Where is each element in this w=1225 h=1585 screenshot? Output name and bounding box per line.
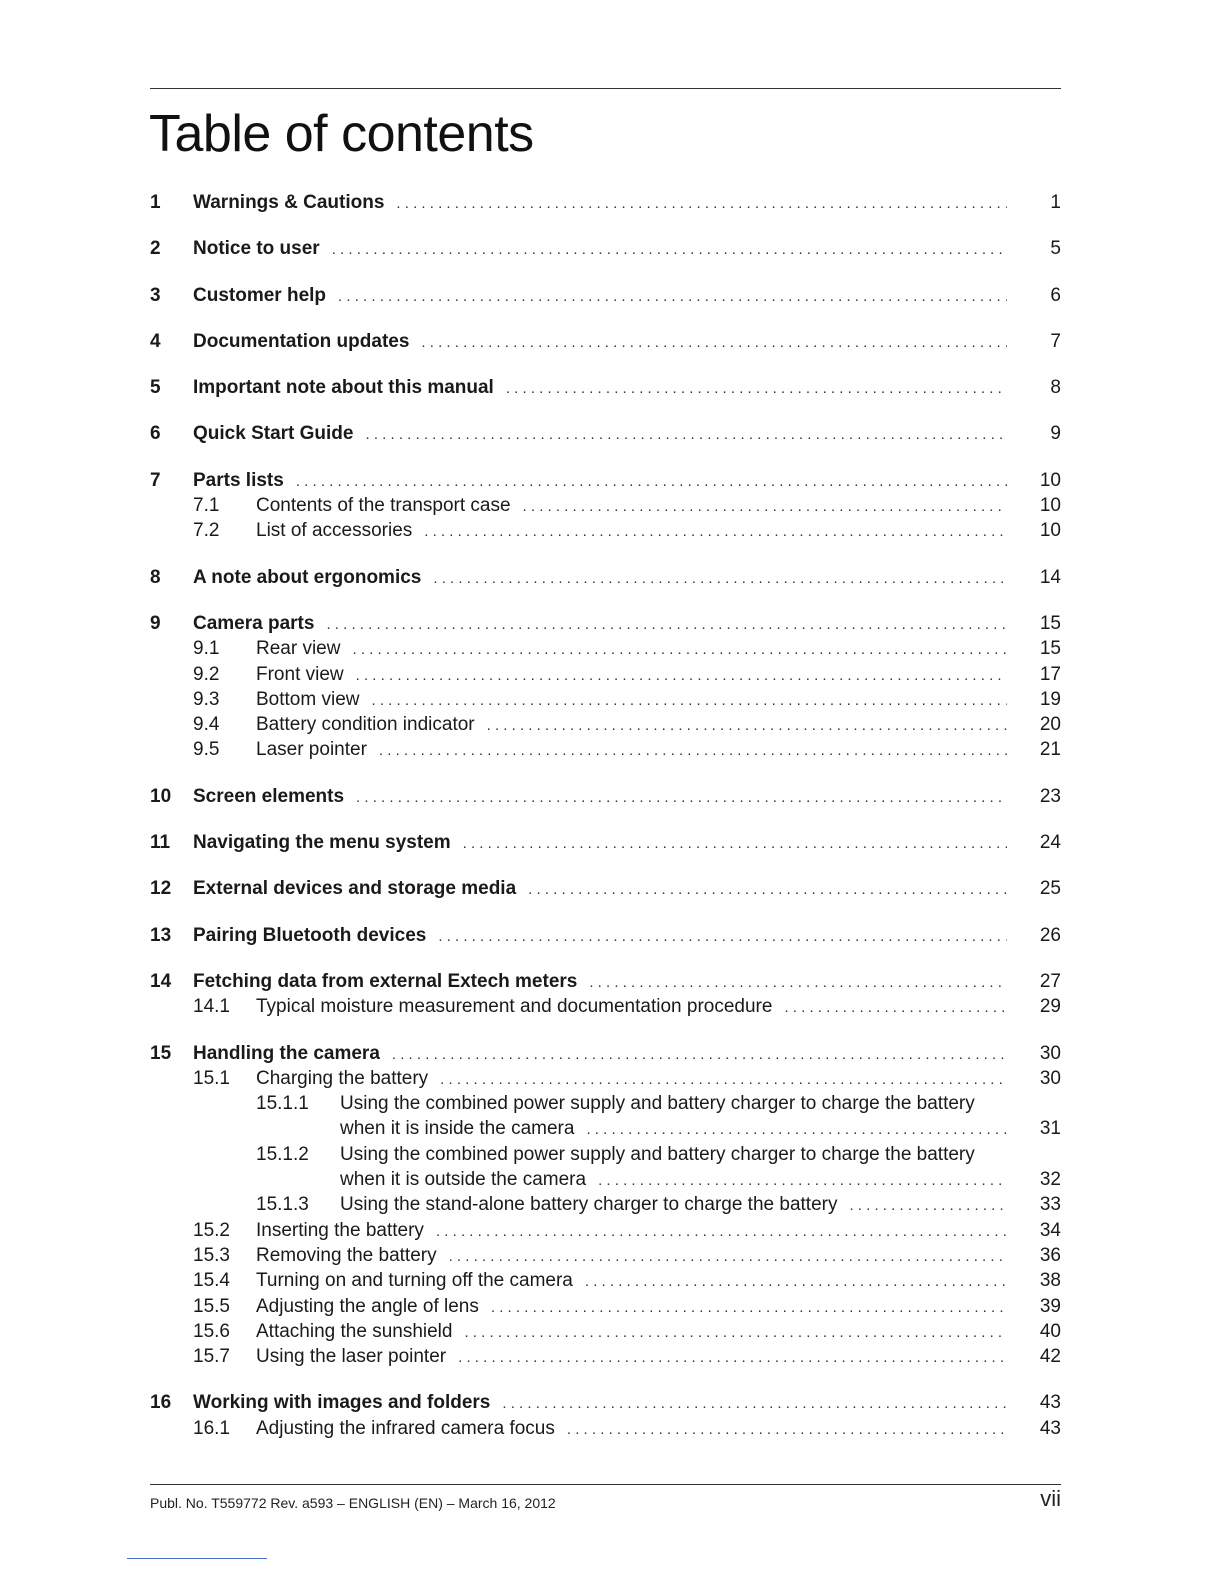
toc-entry-title: Adjusting the angle of lens xyxy=(256,1295,479,1317)
dot-leader xyxy=(390,190,1007,215)
toc-entry-page: 6 xyxy=(1050,284,1061,306)
toc-entry-title: when it is inside the camera xyxy=(340,1118,575,1140)
toc-entry[interactable] xyxy=(150,1319,1061,1344)
toc-entry-title: Navigating the menu system xyxy=(193,832,451,854)
toc-entry-page: 42 xyxy=(1039,1346,1061,1368)
dot-leader xyxy=(365,687,1007,712)
toc-entry[interactable] xyxy=(150,994,1061,1019)
dot-leader xyxy=(500,375,1007,400)
page-title: Table of contents xyxy=(149,105,534,163)
toc-entry-page: 10 xyxy=(1039,495,1061,517)
toc-entry[interactable] xyxy=(150,784,1061,809)
dot-leader xyxy=(386,1041,1007,1066)
toc-entry-title: Warnings & Cautions xyxy=(193,192,385,213)
toc-entry[interactable] xyxy=(150,1192,1061,1217)
link-underline xyxy=(127,1558,267,1559)
toc-entry-number: 4 xyxy=(150,330,161,352)
toc-entry-title: Using the combined power supply and battery charger to charge the battery xyxy=(340,1143,975,1165)
toc-entry-title: Front view xyxy=(256,663,344,685)
dot-leader xyxy=(350,662,1007,687)
toc-entry-page: 24 xyxy=(1039,832,1061,854)
toc-entry-title: Handling the camera xyxy=(193,1042,380,1064)
toc-entry-number: 16.1 xyxy=(193,1417,230,1439)
toc-entry-page: 32 xyxy=(1039,1169,1061,1191)
dot-leader xyxy=(452,1344,1007,1369)
toc-entry-page: 29 xyxy=(1039,996,1061,1018)
toc-entry-page: 33 xyxy=(1039,1194,1061,1216)
toc-entry-number: 7.2 xyxy=(193,520,220,542)
toc-entry-number: 15.2 xyxy=(193,1219,230,1241)
toc-entry-number: 9.2 xyxy=(193,663,220,685)
toc-entry-number: 6 xyxy=(150,423,161,445)
toc-entry-title: Working with images and folders xyxy=(193,1392,491,1414)
toc-entry-title: Using the laser pointer xyxy=(256,1346,447,1368)
toc-entry-title: Important note about this manual xyxy=(193,377,494,399)
toc-entry-page: 34 xyxy=(1039,1219,1061,1241)
toc-entry-number: 16 xyxy=(150,1392,172,1414)
toc-entry-number: 9.1 xyxy=(193,638,220,660)
toc-entry[interactable] xyxy=(150,1390,1061,1415)
toc-entry[interactable] xyxy=(150,190,1061,215)
toc-entry[interactable] xyxy=(150,283,1061,308)
toc-entry-page: 26 xyxy=(1039,924,1061,946)
toc-entry-number: 15.1 xyxy=(193,1067,230,1089)
dot-leader xyxy=(350,784,1007,809)
dot-leader xyxy=(430,1218,1007,1243)
toc-entry-page: 19 xyxy=(1039,688,1061,710)
toc-entry-title: Notice to user xyxy=(193,238,320,260)
toc-entry-title: Rear view xyxy=(256,638,341,660)
toc-entry-page: 38 xyxy=(1039,1270,1061,1292)
toc-entry[interactable] xyxy=(150,636,1061,661)
dot-leader xyxy=(843,1192,1007,1217)
toc-entry-page: 20 xyxy=(1039,714,1061,736)
dot-leader xyxy=(561,1416,1007,1441)
toc-entry-title: Camera parts xyxy=(193,612,315,634)
toc-entry-number: 8 xyxy=(150,566,161,588)
toc-entry-page: 17 xyxy=(1039,663,1061,685)
toc-entry-title: Using the stand-alone battery charger to charge the battery xyxy=(340,1194,838,1216)
toc-entry-title: Turning on and turning off the camera xyxy=(256,1270,573,1292)
toc-entry-page: 43 xyxy=(1039,1417,1061,1439)
toc-entry-page: 8 xyxy=(1050,377,1061,399)
toc-entry[interactable] xyxy=(150,565,1061,590)
toc-entry-number: 15.7 xyxy=(193,1346,230,1368)
dot-leader xyxy=(583,969,1007,994)
dot-leader xyxy=(326,236,1007,261)
toc-entry-title: Removing the battery xyxy=(256,1244,437,1266)
toc-entry-number: 9.5 xyxy=(193,739,220,761)
dot-leader xyxy=(434,1066,1007,1091)
toc-entry-title: Adjusting the infrared camera focus xyxy=(256,1417,555,1439)
toc-entry-title: Charging the battery xyxy=(256,1067,429,1089)
toc-entry-page: 7 xyxy=(1050,330,1061,352)
dot-leader xyxy=(346,636,1007,661)
toc-entry-page: 23 xyxy=(1039,785,1061,807)
toc-entry-number: 7.1 xyxy=(193,495,220,517)
toc-entry-page: 14 xyxy=(1039,566,1061,588)
toc-entry-number: 12 xyxy=(150,878,172,900)
toc-entry[interactable] xyxy=(150,421,1061,446)
toc-entry-title: Parts lists xyxy=(193,469,284,491)
toc-entry-number: 9.3 xyxy=(193,688,220,710)
toc-entry[interactable] xyxy=(150,236,1061,261)
toc-entry-page: 30 xyxy=(1039,1067,1061,1089)
toc-entry-title: Pairing Bluetooth devices xyxy=(193,924,427,946)
toc-entry-page: 1 xyxy=(1050,192,1061,213)
toc-entry-page: 15 xyxy=(1039,612,1061,634)
toc-entry[interactable] xyxy=(150,1142,1061,1167)
toc-entry[interactable] xyxy=(150,1066,1061,1091)
toc-entry-number: 15 xyxy=(150,1042,172,1064)
toc-entry[interactable] xyxy=(150,876,1061,901)
toc-entry[interactable] xyxy=(150,1167,1061,1192)
toc-entry-title: Contents of the transport case xyxy=(256,495,511,517)
toc-entry[interactable] xyxy=(150,1041,1061,1066)
dot-leader xyxy=(443,1243,1007,1268)
toc-entry[interactable] xyxy=(150,662,1061,687)
toc-entry-number: 9.4 xyxy=(193,714,220,736)
toc-entry[interactable] xyxy=(150,493,1061,518)
toc-entry-page: 21 xyxy=(1039,739,1061,761)
toc-entry[interactable] xyxy=(150,830,1061,855)
toc-entry-title: when it is outside the camera xyxy=(340,1169,587,1191)
dot-leader xyxy=(320,611,1007,636)
toc-entry-page: 30 xyxy=(1039,1042,1061,1064)
toc-entry-number: 15.4 xyxy=(193,1270,230,1292)
toc-entry[interactable] xyxy=(150,1268,1061,1293)
toc-entry-title: Fetching data from external Extech meters xyxy=(193,970,578,992)
toc-entry-number: 14.1 xyxy=(193,996,230,1018)
dot-leader xyxy=(579,1268,1007,1293)
toc-entry-number: 10 xyxy=(150,785,172,807)
toc-entry[interactable] xyxy=(150,1116,1061,1141)
toc-entry[interactable] xyxy=(150,1344,1061,1369)
top-rule xyxy=(150,88,1061,89)
toc-entry[interactable] xyxy=(150,611,1061,636)
dot-leader xyxy=(592,1167,1007,1192)
toc-entry-title: Using the combined power supply and battery charger to charge the battery xyxy=(340,1093,975,1115)
toc-entry-page: 39 xyxy=(1039,1295,1061,1317)
toc-entry-number: 14 xyxy=(150,970,172,992)
toc-entry-page: 10 xyxy=(1039,469,1061,491)
dot-leader xyxy=(373,737,1007,762)
toc-entry-number: 15.1.1 xyxy=(256,1093,309,1115)
toc-entry[interactable] xyxy=(150,468,1061,493)
page-number: vii xyxy=(1040,1486,1061,1511)
toc-entry[interactable] xyxy=(150,923,1061,948)
toc-entry-number: 13 xyxy=(150,924,172,946)
toc-entry-page: 40 xyxy=(1039,1320,1061,1342)
toc-entry-number: 15.5 xyxy=(193,1295,230,1317)
toc-entry[interactable] xyxy=(150,712,1061,737)
dot-leader xyxy=(457,830,1007,855)
toc-entry[interactable] xyxy=(150,1416,1061,1441)
toc-entry-title: Typical moisture measurement and documentation procedure xyxy=(256,996,773,1018)
toc-entry-title: Attaching the sunshield xyxy=(256,1320,453,1342)
toc-entry-number: 9 xyxy=(150,612,161,634)
toc-entry-page: 5 xyxy=(1050,238,1061,260)
toc-entry-number: 7 xyxy=(150,469,161,491)
toc-entry[interactable] xyxy=(150,687,1061,712)
publication-info: Publ. No. T559772 Rev. a593 – ENGLISH (EN) – March 16, 2012 xyxy=(150,1495,556,1511)
dot-leader xyxy=(359,421,1007,446)
toc-entry-page: 10 xyxy=(1039,520,1061,542)
toc-entry-title: List of accessories xyxy=(256,520,413,542)
table-of-contents xyxy=(150,190,1061,1441)
dot-leader xyxy=(580,1116,1007,1141)
dot-leader xyxy=(432,923,1007,948)
dot-leader xyxy=(481,712,1007,737)
toc-entry-number: 11 xyxy=(150,832,171,854)
toc-entry-number: 3 xyxy=(150,284,161,306)
dot-leader xyxy=(522,876,1007,901)
toc-entry-number: 2 xyxy=(150,238,161,260)
toc-entry-number: 5 xyxy=(150,377,161,399)
toc-entry-number: 15.1.2 xyxy=(256,1143,309,1165)
toc-entry-title: External devices and storage media xyxy=(193,878,517,900)
dot-leader xyxy=(415,329,1007,354)
toc-entry-title: Inserting the battery xyxy=(256,1219,424,1241)
toc-entry[interactable] xyxy=(150,1243,1061,1268)
toc-entry[interactable] xyxy=(150,1294,1061,1319)
toc-entry-number: 15.1.3 xyxy=(256,1194,309,1216)
toc-entry[interactable] xyxy=(150,329,1061,354)
toc-entry[interactable] xyxy=(150,1218,1061,1243)
toc-entry-title: Documentation updates xyxy=(193,330,410,352)
toc-entry-title: A note about ergonomics xyxy=(193,566,422,588)
dot-leader xyxy=(496,1390,1007,1415)
toc-entry-page: 31 xyxy=(1039,1118,1061,1140)
dot-leader xyxy=(485,1294,1007,1319)
dot-leader xyxy=(290,468,1007,493)
dot-leader xyxy=(778,994,1007,1019)
dot-leader xyxy=(332,283,1007,308)
toc-entry-title: Bottom view xyxy=(256,688,360,710)
toc-entry-page: 43 xyxy=(1039,1392,1061,1414)
toc-entry-page: 27 xyxy=(1039,970,1061,992)
toc-entry-page: 25 xyxy=(1039,878,1061,900)
toc-entry-number: 1 xyxy=(150,192,161,213)
toc-entry[interactable] xyxy=(150,1091,1061,1116)
toc-entry[interactable] xyxy=(150,375,1061,400)
toc-entry-title: Screen elements xyxy=(193,785,345,807)
dot-leader xyxy=(517,493,1007,518)
dot-leader xyxy=(427,565,1007,590)
toc-entry-number: 15.6 xyxy=(193,1320,230,1342)
toc-entry[interactable] xyxy=(150,518,1061,543)
toc-entry-page: 36 xyxy=(1039,1244,1061,1266)
toc-entry-page: 9 xyxy=(1050,423,1061,445)
footer-rule xyxy=(150,1484,1061,1485)
dot-leader xyxy=(458,1319,1007,1344)
toc-entry[interactable] xyxy=(150,737,1061,762)
toc-entry-title: Quick Start Guide xyxy=(193,423,354,445)
toc-entry-title: Customer help xyxy=(193,284,327,306)
toc-entry-number: 15.3 xyxy=(193,1244,230,1266)
toc-entry-title: Laser pointer xyxy=(256,739,367,761)
toc-entry-page: 15 xyxy=(1039,638,1061,660)
dot-leader xyxy=(418,518,1007,543)
toc-entry-title: Battery condition indicator xyxy=(256,714,475,736)
toc-entry[interactable] xyxy=(150,969,1061,994)
